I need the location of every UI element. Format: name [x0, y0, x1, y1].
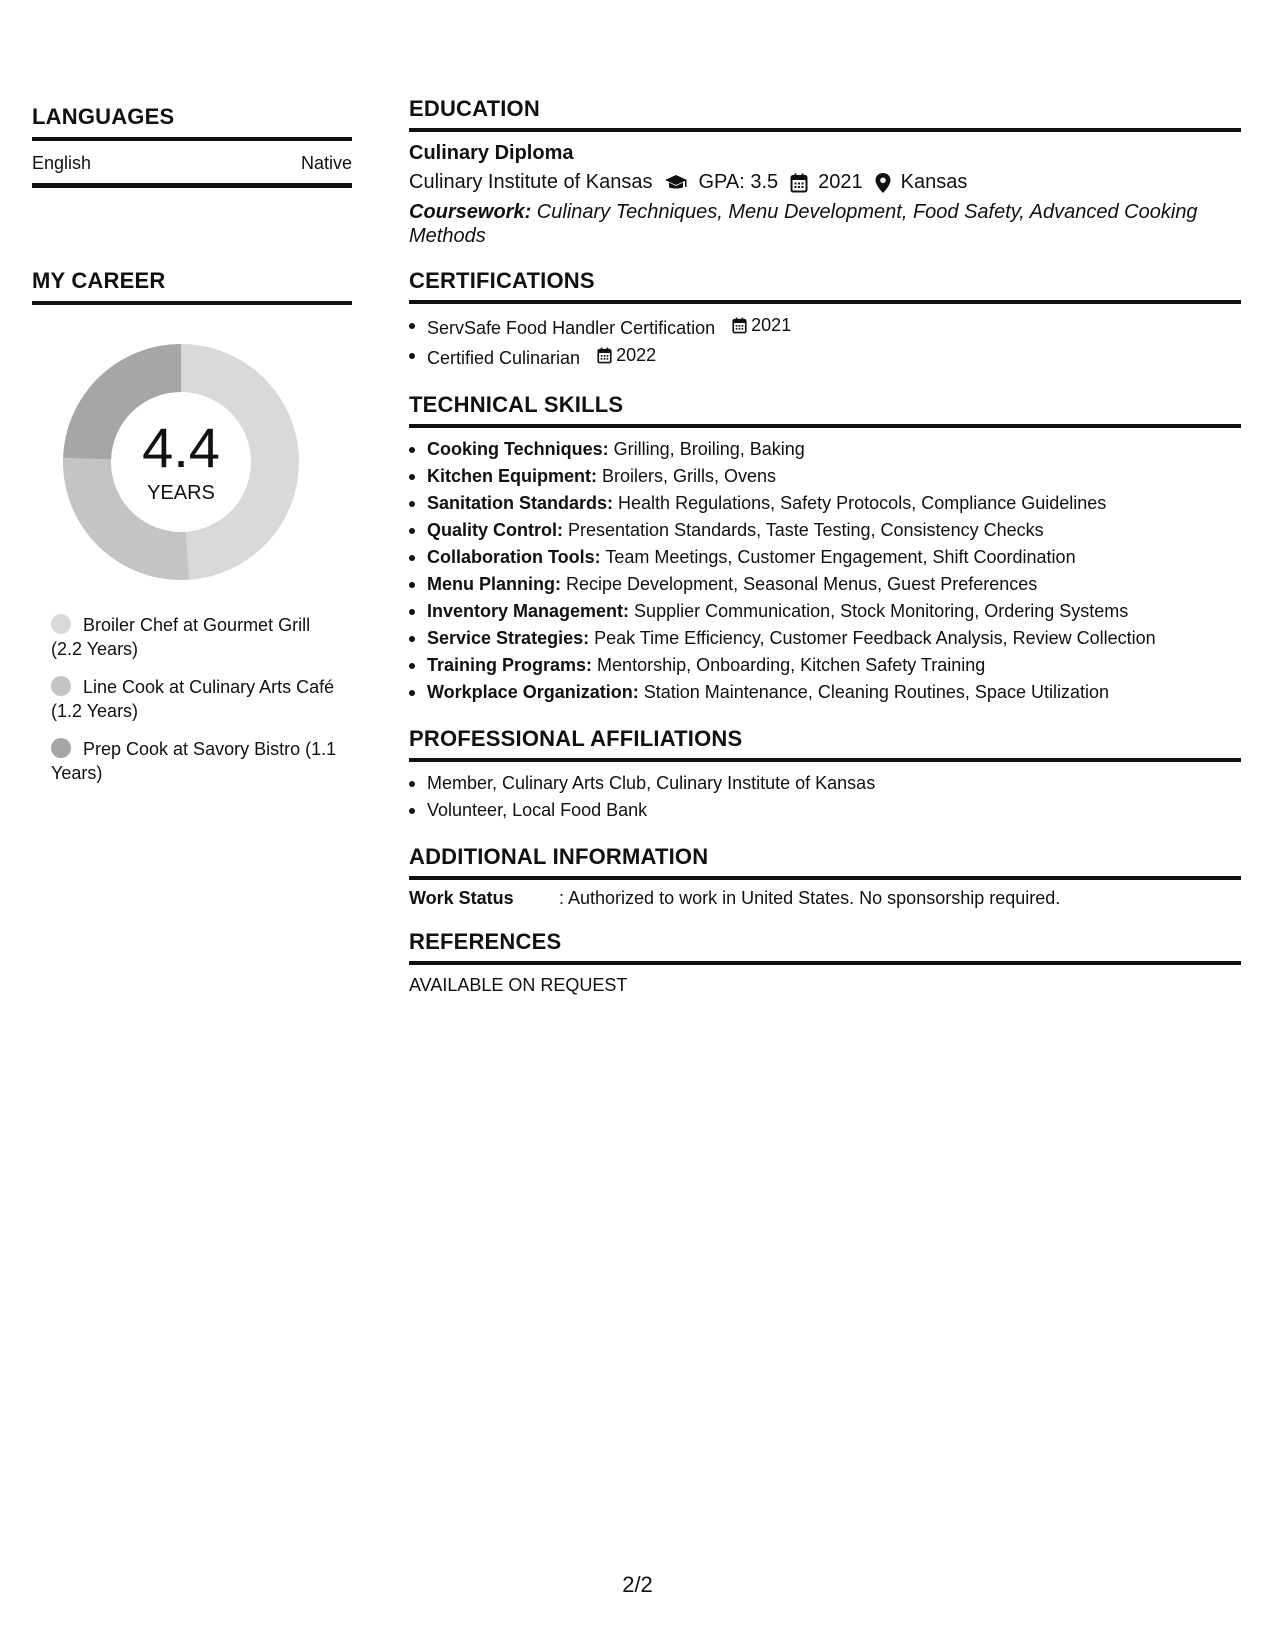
additional-info-section	[409, 844, 1241, 909]
legend-item	[51, 613, 341, 661]
list-item	[409, 436, 1241, 463]
references-section	[409, 929, 1241, 996]
affiliations-heading: PROFESSIONAL AFFILIATIONS	[409, 726, 1241, 762]
skill-text: Mentorship, Onboarding, Kitchen Safety Training	[592, 655, 986, 675]
skill-label: Collaboration Tools:	[427, 547, 601, 567]
list-item	[409, 598, 1241, 625]
education-details	[409, 171, 1241, 194]
career-total-unit: YEARS	[147, 481, 215, 504]
right-column	[409, 96, 1241, 1016]
affiliations-list	[409, 770, 1241, 824]
list-item	[409, 312, 1241, 342]
coursework-text: Culinary Techniques, Menu Development, Food Safety, Advanced Cooking Methods	[409, 201, 1198, 247]
skill-label: Menu Planning:	[427, 574, 561, 594]
list-item	[409, 652, 1241, 679]
skill-text: Health Regulations, Safety Protocols, Compliance Guidelines	[613, 493, 1107, 513]
skill-text: Grilling, Broiling, Baking	[608, 439, 805, 459]
certifications-list	[409, 312, 1241, 372]
calendar-icon	[732, 317, 747, 334]
skill-label: Inventory Management:	[427, 601, 630, 621]
legend-dot-icon	[51, 614, 71, 634]
skill-label: Training Programs:	[427, 655, 593, 675]
legend-item	[51, 675, 341, 723]
language-row	[32, 141, 352, 188]
skill-text: Station Maintenance, Cleaning Routines, Space Utilization	[638, 682, 1109, 702]
skill-label: Workplace Organization:	[427, 682, 639, 702]
page-number: 2/2	[622, 1572, 653, 1597]
skill-label: Sanitation Standards:	[427, 493, 614, 513]
skill-label: Quality Control:	[427, 520, 563, 540]
skills-heading: TECHNICAL SKILLS	[409, 392, 1241, 428]
skills-section	[409, 392, 1241, 706]
skill-text: Supplier Communication, Stock Monitoring, Ordering Systems	[629, 601, 1129, 621]
list-item	[409, 679, 1241, 706]
skill-label: Kitchen Equipment:	[427, 466, 597, 486]
education-heading: EDUCATION	[409, 96, 1241, 132]
work-status-row	[409, 888, 1241, 909]
graduation-cap-icon	[664, 174, 688, 192]
legend-label: Prep Cook at Savory Bistro (1.1 Years)	[51, 739, 337, 783]
education-year: 2021	[818, 171, 863, 193]
language-level: Native	[300, 153, 352, 173]
skill-text: Team Meetings, Customer Engagement, Shift Coordination	[600, 547, 1076, 567]
languages-heading: LANGUAGES	[32, 104, 352, 141]
skill-text: Presentation Standards, Taste Testing, Consistency Checks	[563, 520, 1044, 540]
education-coursework	[409, 200, 1241, 248]
calendar-icon	[597, 347, 612, 364]
language-name: English	[32, 153, 92, 173]
affiliations-section	[409, 726, 1241, 824]
skills-list	[409, 436, 1241, 706]
coursework-label: Coursework:	[409, 201, 532, 223]
skill-text: Peak Time Efficiency, Customer Feedback Analysis, Review Collection	[589, 628, 1156, 648]
legend-dot-icon	[51, 676, 71, 696]
certification-year: 2021	[751, 315, 792, 335]
skill-label: Service Strategies:	[427, 628, 590, 648]
legend-label: Broiler Chef at Gourmet Grill (2.2 Years)	[51, 615, 311, 659]
skill-label: Cooking Techniques:	[427, 439, 609, 459]
donut-center	[56, 337, 306, 587]
list-item	[409, 571, 1241, 598]
education-degree: Culinary Diploma	[409, 142, 574, 164]
certification-date	[732, 312, 791, 339]
list-item: Volunteer, Local Food Bank	[409, 797, 1241, 824]
list-item	[409, 625, 1241, 652]
legend-item	[51, 737, 341, 785]
education-section	[409, 96, 1241, 248]
certification-date	[597, 342, 656, 369]
references-heading: REFERENCES	[409, 929, 1241, 965]
list-item	[409, 517, 1241, 544]
career-heading: MY CAREER	[32, 268, 352, 305]
skill-text: Recipe Development, Seasonal Menus, Guest Preferences	[561, 574, 1038, 594]
additional-info-heading: ADDITIONAL INFORMATION	[409, 844, 1241, 880]
work-status-label: Work Status	[409, 888, 514, 908]
list-item	[409, 342, 1241, 372]
left-column	[32, 104, 352, 799]
legend-label: Line Cook at Culinary Arts Café (1.2 Years)	[51, 677, 335, 721]
work-status-value: : Authorized to work in United States. No sponsorship required.	[559, 888, 1061, 908]
career-total-value: 4.4	[142, 415, 220, 479]
list-item: Member, Culinary Arts Club, Culinary Institute of Kansas	[409, 770, 1241, 797]
references-text: AVAILABLE ON REQUEST	[409, 975, 628, 995]
list-item	[409, 490, 1241, 517]
career-donut-chart	[56, 337, 306, 587]
certifications-section	[409, 268, 1241, 372]
map-pin-icon	[875, 173, 891, 193]
certification-year: 2022	[616, 345, 657, 365]
calendar-icon	[790, 173, 808, 193]
education-location: Kansas	[900, 171, 968, 193]
legend-dot-icon	[51, 738, 71, 758]
list-item	[409, 463, 1241, 490]
skill-text: Broilers, Grills, Ovens	[597, 466, 777, 486]
education-gpa: GPA: 3.5	[698, 171, 779, 193]
certification-name: Certified Culinarian	[427, 348, 581, 368]
certification-name: ServSafe Food Handler Certification	[427, 318, 716, 338]
list-item	[409, 544, 1241, 571]
career-legend	[51, 613, 341, 785]
certifications-heading: CERTIFICATIONS	[409, 268, 1241, 304]
education-school: Culinary Institute of Kansas	[409, 171, 653, 193]
